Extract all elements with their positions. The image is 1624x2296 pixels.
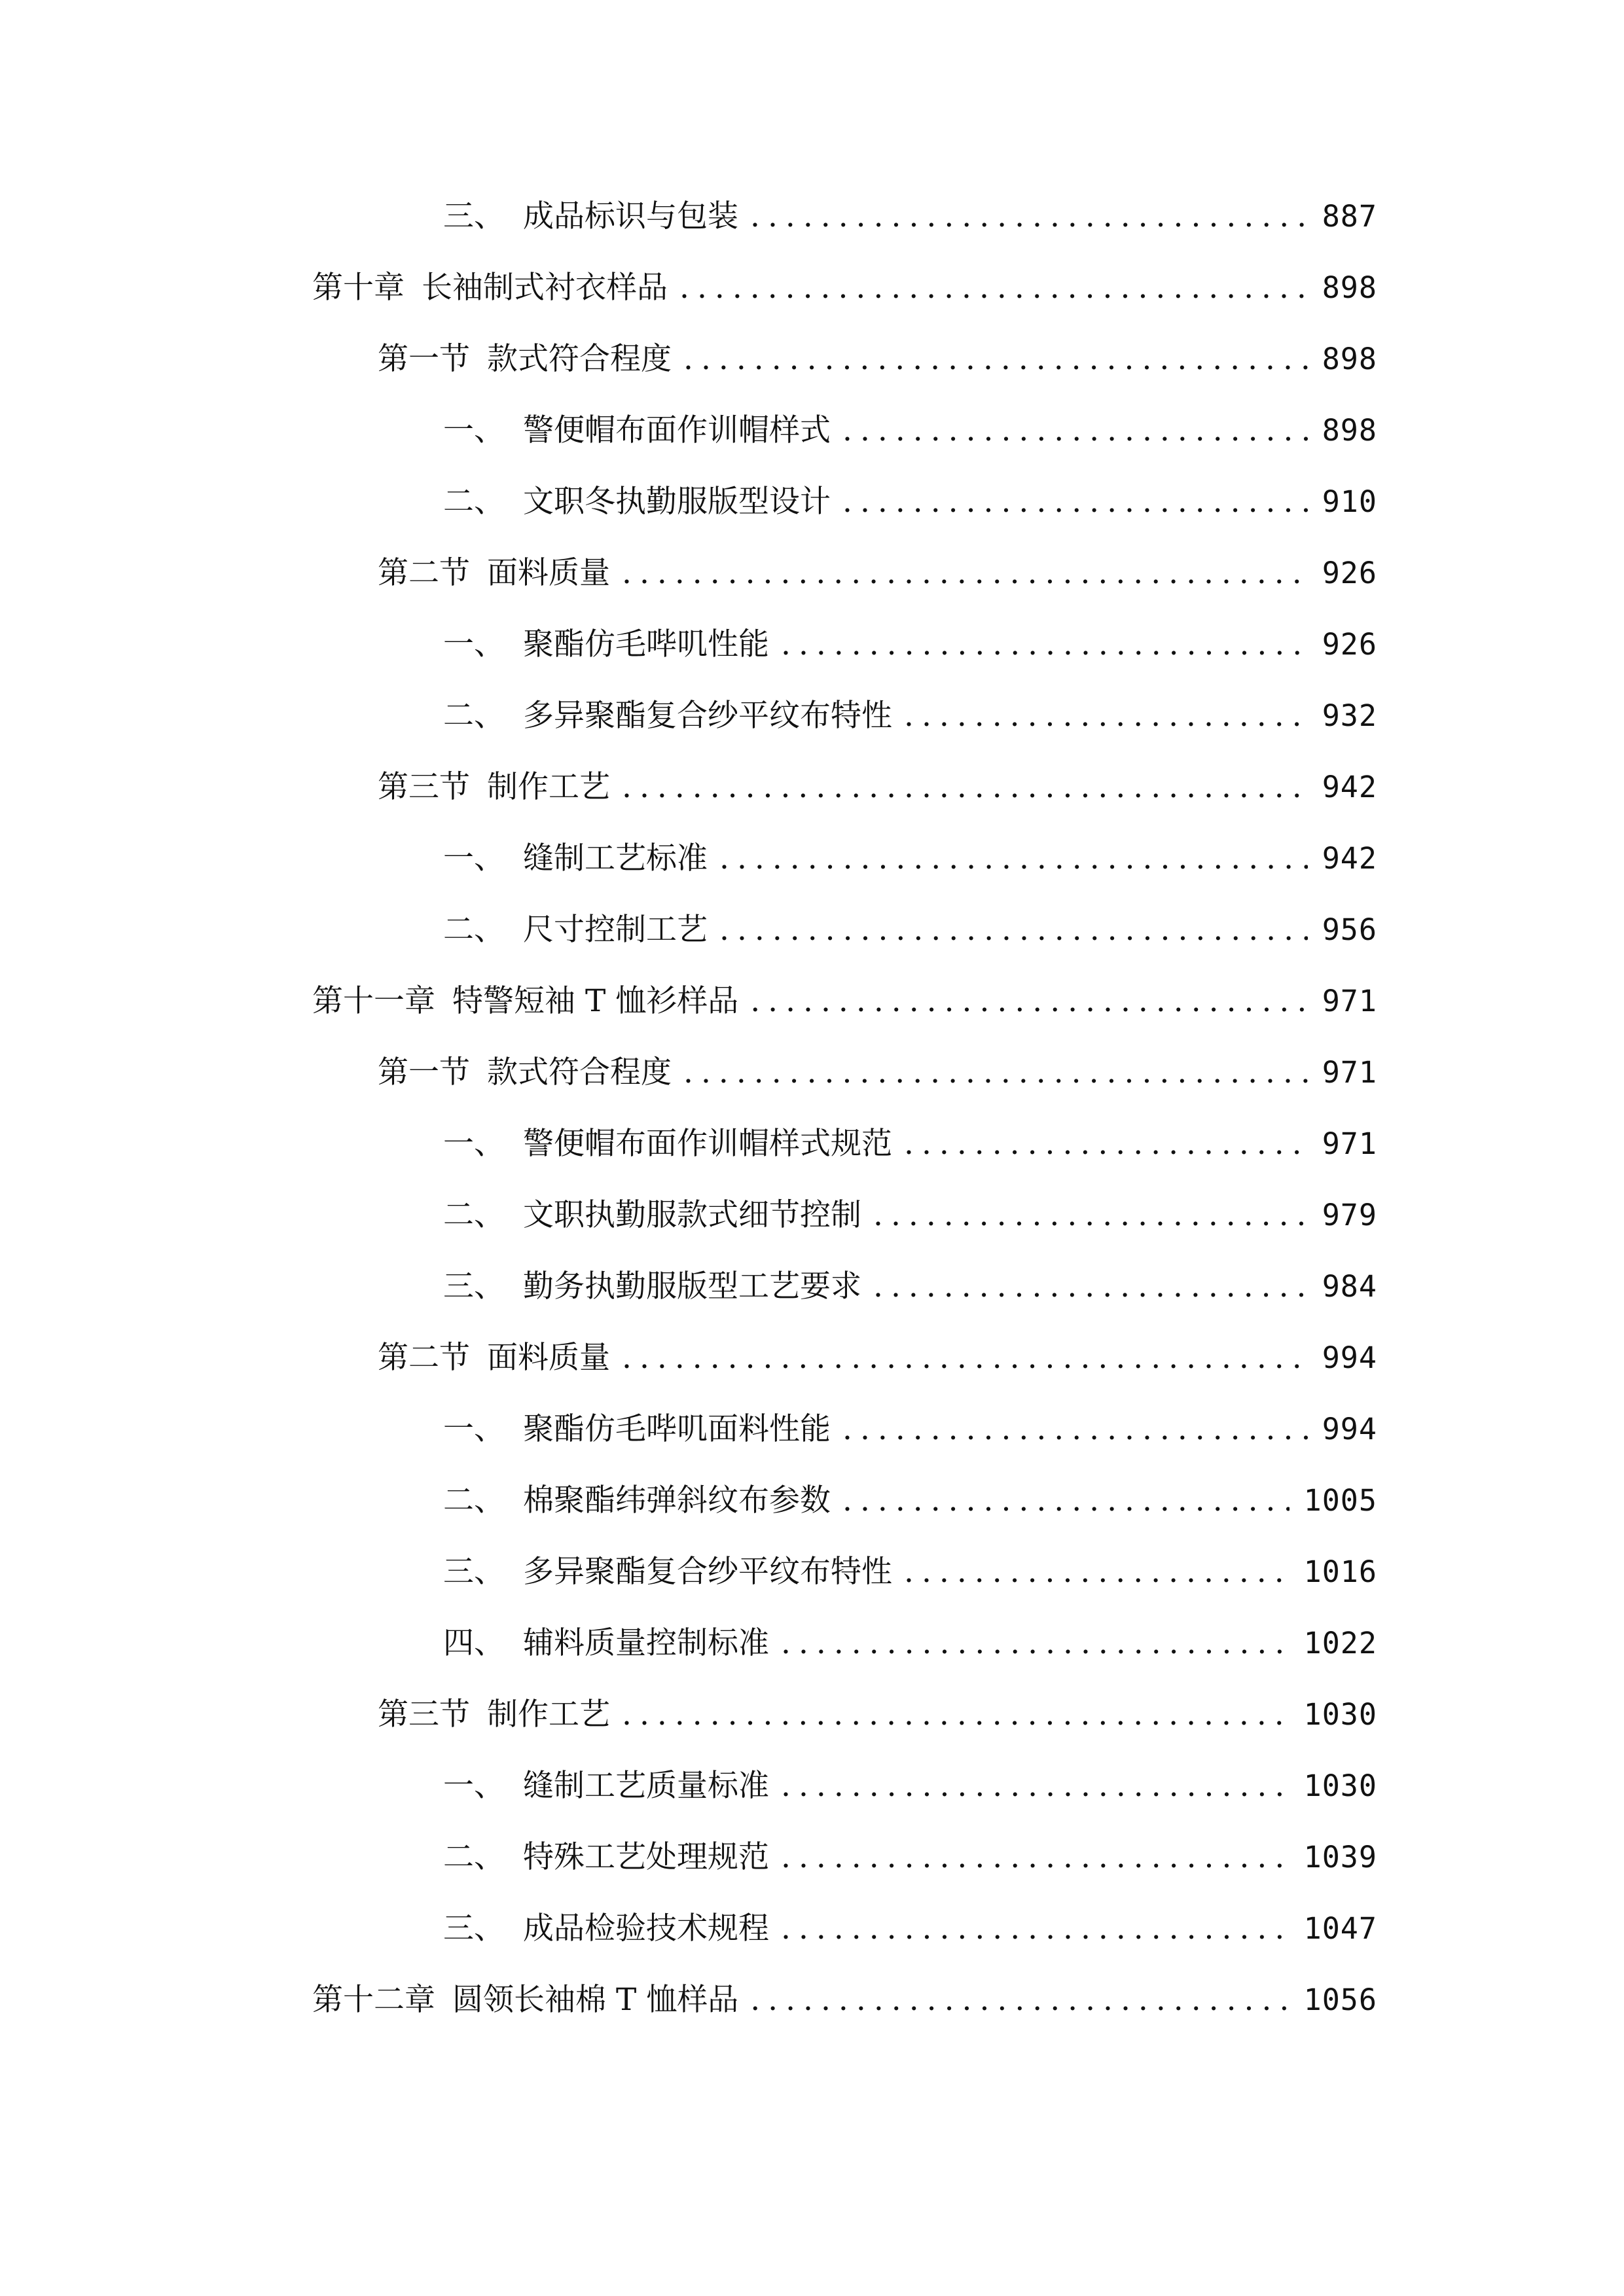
toc-entry-number: 一、 (443, 1768, 505, 1804)
toc-entry-title: 圆领长袖棉 T 恤样品 (452, 1982, 739, 2018)
toc-entry-title: 聚酯仿毛哔叽性能 (523, 626, 769, 662)
toc-entry-chapter[interactable] (312, 1974, 1377, 2026)
toc-dot-leader (873, 1261, 1308, 1313)
toc-entry-number: 第一节 (378, 341, 470, 377)
toc-entry-chapter[interactable] (312, 262, 1377, 314)
toc-entry-number: 二、 (443, 912, 505, 948)
toc-dot-leader (842, 1403, 1308, 1456)
toc-dot-leader (683, 333, 1308, 386)
toc-page-number: 1030 (1303, 1697, 1377, 1732)
toc-entry-number: 一、 (443, 840, 505, 876)
toc-page-number: 1030 (1303, 1768, 1377, 1803)
toc-dot-leader (750, 190, 1308, 243)
toc-dot-leader (781, 1831, 1290, 1884)
toc-entry-node[interactable] (378, 333, 1377, 386)
toc-page-number: 1056 (1303, 1982, 1377, 2017)
toc-page-number: 984 (1322, 1269, 1377, 1304)
toc-entry-node[interactable] (378, 547, 1377, 600)
toc-entry-number: 三、 (443, 1910, 505, 1946)
toc-page-number: 926 (1322, 627, 1377, 662)
toc-entry-number: 第三节 (378, 1696, 470, 1732)
toc-dot-leader (781, 619, 1308, 671)
toc-entry-section[interactable] (443, 1403, 1377, 1456)
toc-entry-title: 特殊工艺处理规范 (523, 1839, 769, 1875)
toc-entry-number: 第十二章 (312, 1982, 435, 2018)
toc-entry-section[interactable] (443, 690, 1377, 742)
toc-entry-title: 警便帽布面作训帽样式规范 (523, 1126, 892, 1162)
toc-entry-title: 款式符合程度 (487, 341, 672, 377)
toc-entry-title: 多异聚酯复合纱平纹布特性 (523, 1554, 892, 1590)
toc-page-number: 1039 (1303, 1840, 1377, 1874)
toc-entry-number: 二、 (443, 1839, 505, 1875)
toc-entry-title: 面料质量 (487, 555, 610, 591)
toc-entry-section[interactable] (443, 1831, 1377, 1884)
toc-entry-title: 长袖制式衬衣样品 (422, 270, 668, 306)
toc-entry-number: 第一节 (378, 1054, 470, 1090)
toc-dot-leader (842, 1475, 1290, 1527)
toc-page-number: 898 (1322, 413, 1377, 448)
toc-entry-title: 多异聚酯复合纱平纹布特性 (523, 698, 892, 734)
toc-entry-title: 文职冬执勤服版型设计 (523, 484, 831, 520)
toc-entry-title: 缝制工艺标准 (523, 840, 708, 876)
toc-entry-title: 聚酯仿毛哔叽面料性能 (523, 1411, 831, 1447)
toc-entry-section[interactable] (443, 1760, 1377, 1812)
toc-entry-section[interactable] (443, 1546, 1377, 1598)
toc-entry-number: 三、 (443, 1554, 505, 1590)
toc-entry-number: 二、 (443, 1197, 505, 1233)
toc-page-number: 932 (1322, 698, 1377, 733)
toc-dot-leader (719, 833, 1308, 885)
toc-page-number: 898 (1322, 270, 1377, 305)
toc-entry-title: 辅料质量控制标准 (523, 1625, 769, 1661)
toc-entry-number: 二、 (443, 1482, 505, 1518)
toc-entry-node[interactable] (378, 1689, 1377, 1741)
toc-dot-leader (873, 1189, 1308, 1242)
toc-entry-title: 款式符合程度 (487, 1054, 672, 1090)
toc-entry-section[interactable] (443, 190, 1377, 243)
toc-entry-section[interactable] (443, 833, 1377, 885)
toc-page-number: 926 (1322, 556, 1377, 590)
toc-dot-leader (679, 262, 1308, 314)
toc-entry-number: 一、 (443, 1411, 505, 1447)
toc-entry-title: 缝制工艺质量标准 (523, 1768, 769, 1804)
toc-page-number: 994 (1322, 1412, 1377, 1446)
toc-page-number: 956 (1322, 912, 1377, 947)
toc-entry-number: 一、 (443, 626, 505, 662)
toc-entry-number: 二、 (443, 484, 505, 520)
toc-entry-section[interactable] (443, 904, 1377, 956)
toc-page-number: 971 (1322, 1126, 1377, 1161)
toc-entry-title: 制作工艺 (487, 1696, 610, 1732)
toc-entry-node[interactable] (378, 761, 1377, 814)
toc-dot-leader (904, 690, 1308, 742)
toc-entry-title: 面料质量 (487, 1340, 610, 1376)
toc-entry-section[interactable] (443, 1903, 1377, 1955)
toc-entry-number: 第十章 (312, 270, 405, 306)
toc-entry-number: 四、 (443, 1625, 505, 1661)
toc-dot-leader (781, 1903, 1290, 1955)
toc-dot-leader (904, 1118, 1308, 1170)
toc-page-number: 1047 (1303, 1911, 1377, 1946)
toc-dot-leader (750, 1974, 1289, 2026)
toc-dot-leader (622, 1689, 1290, 1741)
toc-entry-section[interactable] (443, 1189, 1377, 1242)
toc-dot-leader (842, 404, 1308, 457)
toc-entry-section[interactable] (443, 619, 1377, 671)
toc-entry-number: 第二节 (378, 1340, 470, 1376)
toc-page-number: 898 (1322, 342, 1377, 376)
toc-page-number: 971 (1322, 1055, 1377, 1090)
toc-dot-leader (842, 476, 1308, 528)
toc-entry-section[interactable] (443, 1475, 1377, 1527)
toc-page-number: 942 (1322, 841, 1377, 876)
toc-entry-number: 第三节 (378, 769, 470, 805)
toc-dot-leader (622, 1332, 1308, 1384)
toc-entry-title: 勤务执勤服版型工艺要求 (523, 1268, 861, 1304)
toc-dot-leader (719, 904, 1308, 956)
toc-entry-title: 制作工艺 (487, 769, 610, 805)
toc-entry-number: 三、 (443, 198, 505, 234)
toc-entry-title: 警便帽布面作训帽样式 (523, 412, 831, 448)
toc-dot-leader (750, 975, 1307, 1028)
toc-entry-title: 成品检验技术规程 (523, 1910, 769, 1946)
toc-entry-section[interactable] (443, 1118, 1377, 1170)
toc-entry-section[interactable] (443, 404, 1377, 457)
toc-page-number: 971 (1322, 984, 1377, 1018)
toc-page-number: 1022 (1303, 1626, 1377, 1660)
toc-entry-title: 文职执勤服款式细节控制 (523, 1197, 861, 1233)
toc-entry-node[interactable] (378, 1047, 1377, 1099)
toc-entry-section[interactable] (443, 1617, 1377, 1670)
toc-entry-title: 棉聚酯纬弹斜纹布参数 (523, 1482, 831, 1518)
toc-page-number: 979 (1322, 1198, 1377, 1232)
toc-entry-node[interactable] (378, 1332, 1377, 1384)
toc-entry-title: 特警短袖 T 恤衫样品 (452, 983, 739, 1019)
toc-page-number: 1005 (1303, 1483, 1377, 1518)
toc-entry-number: 一、 (443, 1126, 505, 1162)
toc-entry-title: 成品标识与包装 (523, 198, 738, 234)
toc-entry-number: 三、 (443, 1268, 505, 1304)
toc-dot-leader (622, 547, 1308, 600)
toc-page-number: 887 (1322, 199, 1377, 234)
toc-entry-chapter[interactable] (312, 975, 1377, 1028)
toc-entry-number: 一、 (443, 412, 505, 448)
toc-page-number: 994 (1322, 1340, 1377, 1375)
toc-dot-leader (683, 1047, 1308, 1099)
toc-page-number: 942 (1322, 770, 1377, 804)
toc-dot-leader (781, 1760, 1290, 1812)
toc-entry-number: 二、 (443, 698, 505, 734)
toc-dot-leader (781, 1617, 1290, 1670)
toc-dot-leader (622, 761, 1308, 814)
toc-page-number: 910 (1322, 484, 1377, 519)
toc-dot-leader (904, 1546, 1290, 1598)
toc-entry-title: 尺寸控制工艺 (523, 912, 708, 948)
toc-entry-number: 第二节 (378, 555, 470, 591)
toc-page-number: 1016 (1303, 1554, 1377, 1589)
toc-entry-number: 第十一章 (312, 983, 435, 1019)
toc-entry-section[interactable] (443, 476, 1377, 528)
toc-entry-section[interactable] (443, 1261, 1377, 1313)
